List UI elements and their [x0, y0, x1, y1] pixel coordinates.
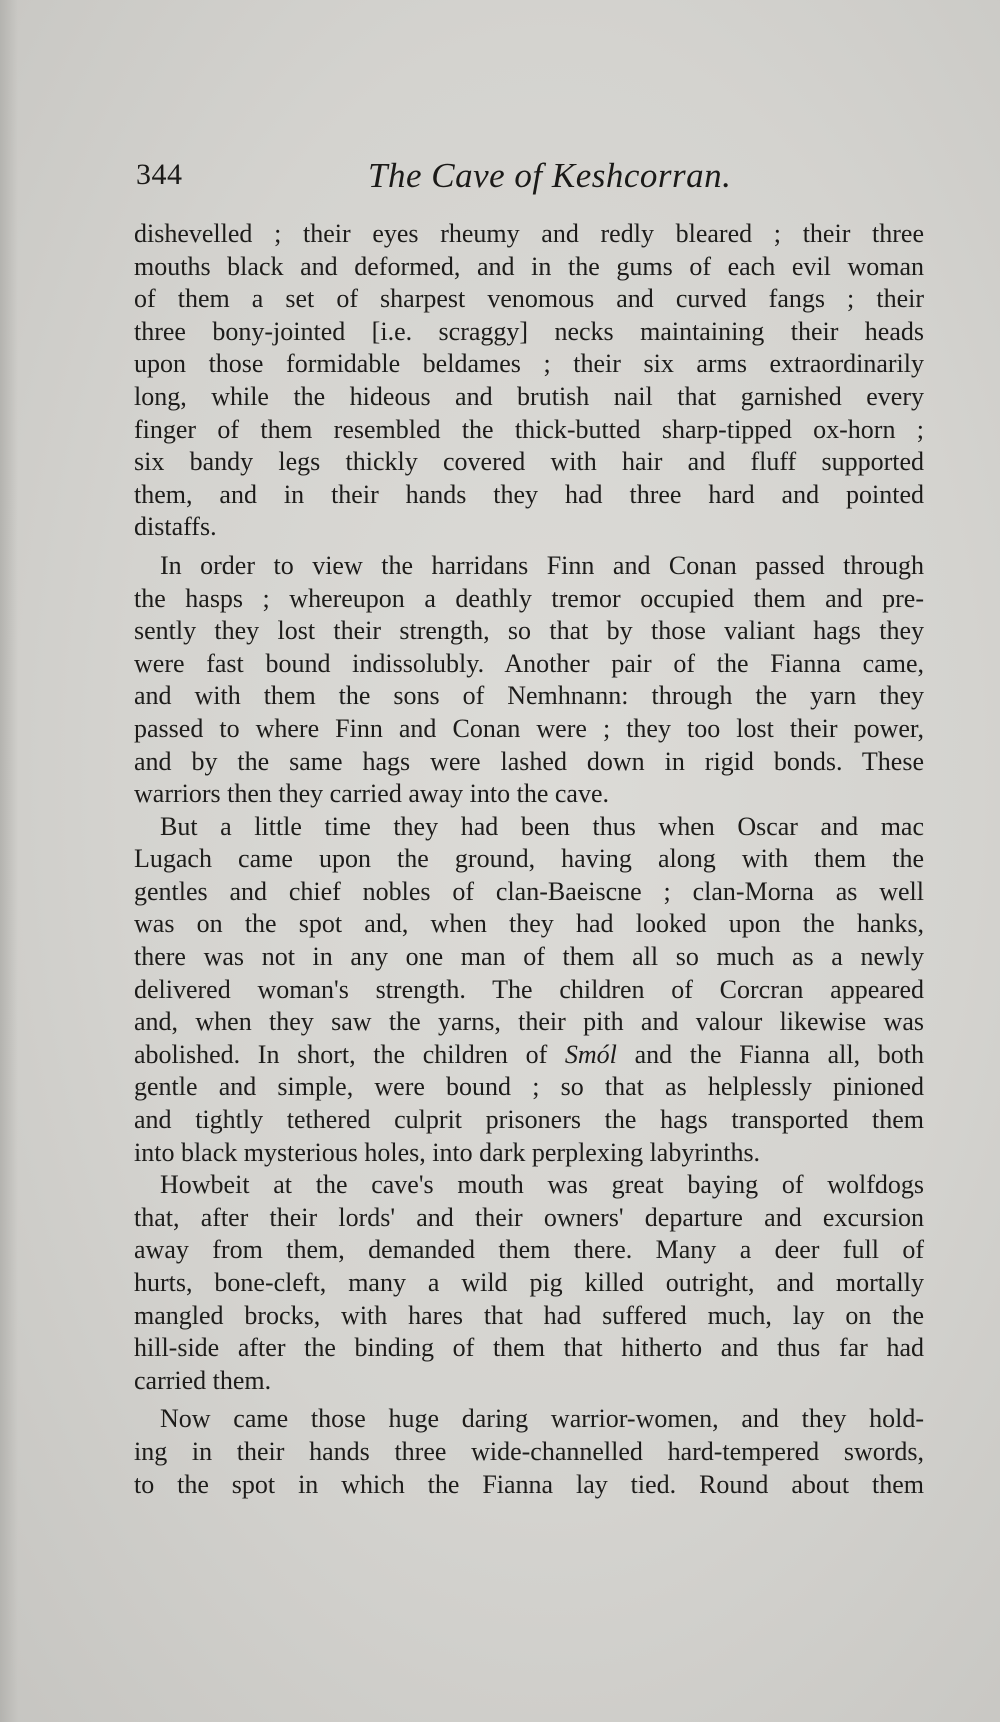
text-line: Lugach came upon the ground, having along with them the — [134, 844, 924, 874]
text-segment: abolished. In short, the children of — [134, 1039, 548, 1069]
text-line: upon those formidable beldames ; their six arms extraordinarily — [134, 349, 924, 379]
text-line: them, and in their hands they had three hard and pointed — [134, 479, 924, 509]
paragraph — [134, 1403, 924, 1501]
text-line: gentles and chief nobles of clan-Baeiscne ; clan-Morna as well — [134, 876, 924, 906]
paragraph — [134, 218, 924, 544]
text-line: of them a set of sharpest venomous and curved fangs ; their — [134, 284, 924, 314]
text-line: carried them. — [134, 1365, 272, 1395]
text-line: delivered woman's strength. The children of Corcran appeared — [134, 974, 924, 1004]
text-line: dishevelled ; their eyes rheumy and redly bleared ; their three — [134, 219, 924, 248]
text-line: away from them, demanded them there. Many a deer full of — [134, 1235, 924, 1265]
text-line: were fast bound indissolubly. Another pair of the Fianna came, — [134, 648, 924, 678]
body-text — [134, 218, 924, 1501]
text-line: mangled brocks, with hares that had suffered much, lay on the — [134, 1300, 924, 1330]
text-line: warriors then they carried away into the cave. — [134, 779, 610, 809]
text-line: In order to view the harridans Finn and Conan passed through — [160, 550, 924, 580]
text-line: hurts, bone-cleft, many a wild pig killed outright, and mortally — [134, 1268, 924, 1297]
text-line: to the spot in which the Fianna lay tied. Round about them — [134, 1469, 924, 1499]
text-line: sently they lost their strength, so that by those valiant hags they — [134, 616, 924, 646]
text-line: long, while the hideous and brutish nail that garnished every — [134, 381, 924, 411]
italic-name: Smól — [564, 1039, 617, 1069]
text-line: finger of them resembled the thick-butted sharp-tipped ox-horn ; — [134, 414, 924, 444]
text-line: hill-side after the binding of them that hitherto and thus far had — [134, 1333, 924, 1363]
text-line: mouths black and deformed, and in the gums of each evil woman — [134, 251, 924, 281]
page-edge-shadow — [0, 0, 18, 1722]
text-line: But a little time they had been thus when Oscar and mac — [160, 811, 924, 841]
text-line: Now came those huge daring warrior-women, and they hold- — [160, 1404, 924, 1434]
text-line: into black mysterious holes, into dark perplexing labyrinths. — [134, 1137, 761, 1167]
text-line: was on the spot and, when they had looked upon the hanks, — [134, 909, 924, 939]
paragraph — [134, 811, 924, 1170]
text-line: six bandy legs thickly covered with hair and fluff supported — [134, 447, 924, 477]
running-header — [136, 152, 936, 212]
paragraph — [134, 1169, 924, 1397]
text-segment: and the Fianna all, both — [634, 1039, 925, 1069]
text-line: gentle and simple, were bound ; so that as helplessly pinioned — [134, 1072, 924, 1102]
text-line: there was not in any one man of them all so much as a newly — [134, 942, 924, 972]
text-line: and with them the sons of Nemhnann: through the yarn they — [134, 681, 924, 711]
running-title: The Cave of Keshcorran. — [368, 156, 732, 195]
text-line: passed to where Finn and Conan were ; they too lost their power, — [134, 713, 924, 743]
paragraph — [134, 550, 924, 811]
text-line: and tightly tethered culprit prisoners the hags transported them — [134, 1105, 924, 1135]
text-line: distaffs. — [134, 512, 217, 542]
text-line: Howbeit at the cave's mouth was great baying of wolfdogs — [160, 1170, 924, 1200]
text-line: and by the same hags were lashed down in rigid bonds. These — [134, 746, 924, 776]
text-line: three bony-jointed [i.e. scraggy] necks maintaining their heads — [134, 316, 924, 346]
text-line-with-italic — [134, 1039, 924, 1072]
text-line: the hasps ; whereupon a deathly tremor occupied them and pre- — [134, 583, 924, 613]
page-number: 344 — [136, 158, 183, 191]
text-line: ing in their hands three wide-channelled hard-tempered swords, — [134, 1436, 924, 1466]
text-line: that, after their lords' and their owners' departure and excursion — [134, 1202, 924, 1232]
text-line: and, when they saw the yarns, their pith and valour likewise was — [134, 1007, 924, 1037]
